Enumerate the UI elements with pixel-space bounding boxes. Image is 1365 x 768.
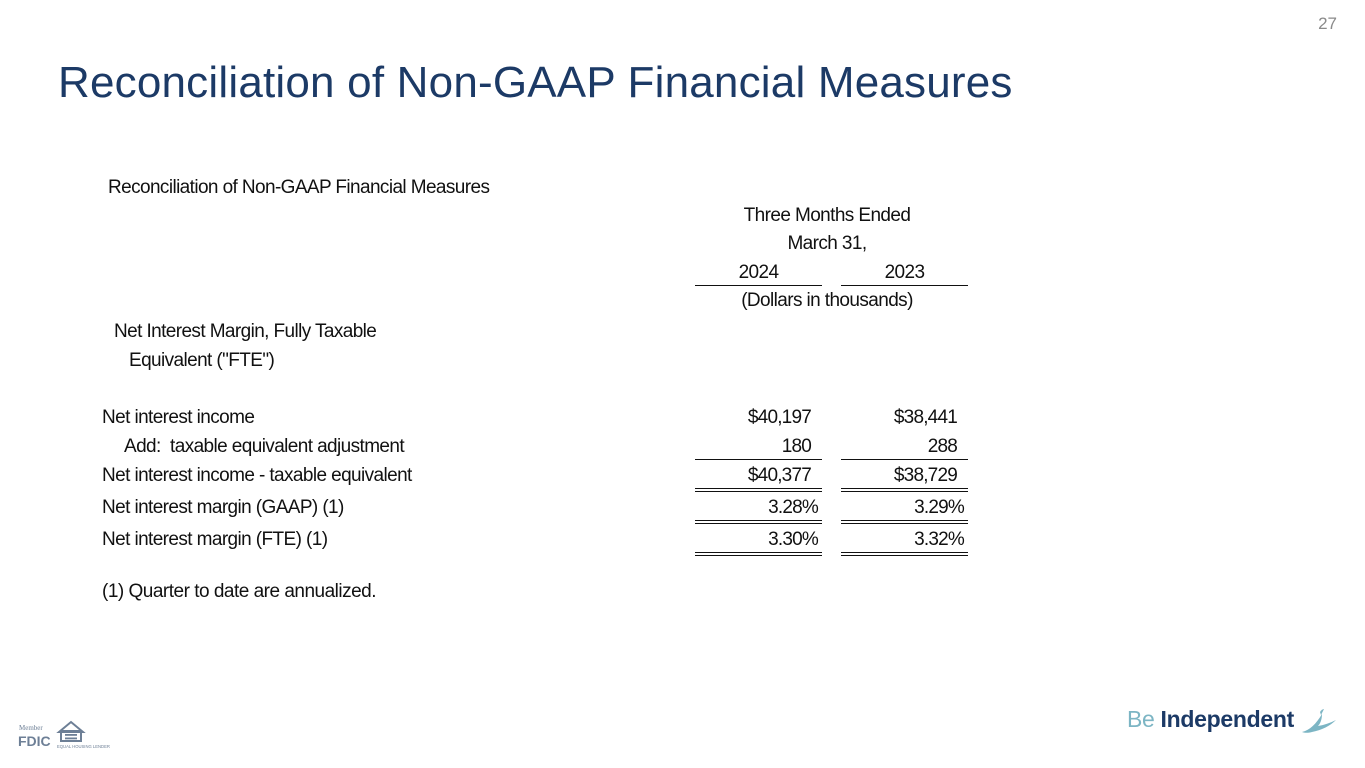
page-number: 27 (1318, 14, 1337, 33)
fdic-text: FDIC (18, 733, 51, 749)
year-header-2024: 2024 (695, 262, 822, 286)
units-header: (Dollars in thousands) (741, 290, 913, 311)
value-2024-nim-gaap: 3.28% (695, 497, 822, 524)
year-header-2023: 2023 (841, 262, 968, 286)
value-2024-net-interest-income: $40,197 (747, 407, 811, 428)
row-label-nim-fte: Net interest margin (FTE) (1) (102, 529, 328, 550)
slide-title: Reconciliation of Non-GAAP Financial Measures (58, 58, 1013, 107)
value-2023-nim-gaap: 3.29% (841, 497, 968, 524)
row-label-net-interest-income: Net interest income (102, 407, 255, 428)
fdic-logo (18, 719, 110, 751)
value-2023-nim-fte: 3.32% (841, 529, 968, 556)
equal-housing-icon (59, 722, 83, 741)
footnote: (1) Quarter to date are annualized. (102, 581, 377, 602)
section-heading-continued: Equivalent ("FTE") (129, 350, 275, 371)
brand-logo (1127, 706, 1294, 733)
fdic-member-text: Member (19, 724, 43, 732)
period-header: Three Months Ended (743, 205, 911, 226)
value-2023-nii-taxable-equivalent: $38,729 (841, 465, 968, 492)
row-label-taxable-adjustment: Add: taxable equivalent adjustment (124, 436, 405, 457)
brand-be: Be (1127, 706, 1155, 732)
value-2023-net-interest-income: $38,441 (893, 407, 957, 428)
value-2023-taxable-adjustment: 288 (841, 436, 968, 460)
value-2024-taxable-adjustment: 180 (695, 436, 822, 460)
brand-independent: Independent (1160, 706, 1294, 732)
table-title: Reconciliation of Non-GAAP Financial Measures (108, 177, 490, 198)
section-heading: Net Interest Margin, Fully Taxable (114, 321, 377, 342)
equal-housing-text: EQUAL HOUSING LENDER (57, 744, 110, 749)
row-label-nii-taxable-equivalent: Net interest income - taxable equivalent (102, 465, 412, 486)
value-2024-nii-taxable-equivalent: $40,377 (695, 465, 822, 492)
value-2024-nim-fte: 3.30% (695, 529, 822, 556)
date-header: March 31, (787, 233, 867, 254)
bird-logo-icon (1300, 708, 1338, 736)
row-label-nim-gaap: Net interest margin (GAAP) (1) (102, 497, 344, 518)
